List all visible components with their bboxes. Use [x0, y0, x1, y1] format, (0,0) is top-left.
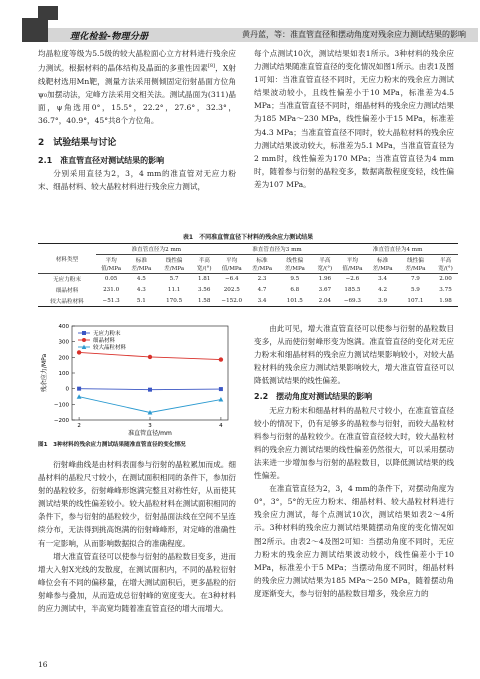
data-point [77, 387, 81, 391]
page-number: 16 [38, 660, 48, 669]
table-cell: −69.3 [337, 296, 367, 307]
residual-stress-chart [38, 322, 236, 437]
table-cell: 185.5 [344, 287, 361, 293]
table-subheader-cell: 平均值/MPa [217, 255, 247, 274]
y-tick-label: 300 [58, 339, 69, 346]
x-axis-label: 准直管直径/mm [128, 430, 172, 437]
citation: [8] [207, 63, 216, 70]
table-cell: 4.3 [136, 287, 146, 293]
table-cell: 3.4 [378, 276, 388, 283]
table-cell: 3.67 [318, 287, 332, 293]
table-caption: 表1 不同准直管直径下材料的残余应力测试结果 [182, 234, 314, 241]
intro-text-1: 均晶粒度等级为5.5级的较大晶粒面心立方材料进行残余应力测试。根据材料的晶体结构及晶面的多重性因素 [38, 49, 236, 73]
section-2-2-paragraph-2: 在准直管直径为2，3，4 mm的条件下，对摆动角度为0°，3°，5°的无应力粉末、细晶材料、较大晶粒材料进行残余应力测试，每个点测试10次，测试结果如表2～4所示。3种材料的残余应力测试结果随摆动角度的变化情况如图2所示。由表2～4及图2可知：当摆动角度不同时，无应力粉末的残余应力测试结果波动较小，线性偏差小于10 MPa，标准差小于5 MPa；当摆动角度不同时，细晶材料的残余应力测试结果为185 MPa～250 MPa，随着摆动角度逐渐变大，参与衍射的晶粒数目增多，残余应力的 [254, 484, 454, 598]
table-row [38, 285, 458, 296]
table-subheader-cell: 平均值/MPa [337, 255, 367, 274]
right-column-top [254, 47, 454, 191]
data-point [77, 394, 82, 399]
results-table [38, 243, 458, 307]
section-2-1-paragraph: 分别采用直径为2，3，4 mm的准直管对无应力粉末、细晶材料、较大晶粒材料进行残余应力测试， [38, 169, 236, 192]
table-cell: 6.8 [290, 287, 300, 293]
discussion-paragraph-2: 增大准直管直径可以使参与衍射的晶粒数目变多，进而增大入射X光线的发散度，在测试面积内，不同的晶粒衍射峰位会有不同的偏移量，在增大测试面积后，更多晶粒的衍射峰参与叠加，从而造成总衍射峰的宽度变大。在3种材料的应力测试中，半高宽均随着准直管直径的增大而增大。 [38, 551, 236, 614]
left-column-top [38, 47, 236, 193]
table-body [38, 274, 458, 307]
table-cell: 7.9 [410, 276, 420, 283]
legend-label: 细晶材料 [93, 338, 116, 344]
legend-label: 无应力粉末 [93, 331, 121, 337]
journal-logo-icon [22, 18, 48, 42]
table-subheader-cell: 标准差/MPa [126, 255, 156, 274]
conclusion-paragraph: 由此可见，增大准直管直径可以使参与衍射的晶粒数目变多，从而使衍射峰形变为饱满。准直管直径的变化对无应力粉末和细晶材料的残余应力测试结果影响较小，对较大晶粒材料的残余应力测试结果影响较大，增大准直管直径可以降低测试结果的线性偏差。 [254, 324, 454, 386]
table-cell: 4.2 [378, 287, 388, 293]
results-paragraph: 每个点测试10次，测试结果如表1所示。3种材料的残余应力测试结果随准直管直径的变化情况如图1所示。由表1及图1可知：当准直管直径不同时，无应力粉末的残余应力测试结果波动较小，且线性偏差小于10 MPa，标准差为4.5 MPa；当准直管直径不同时，细晶材料的残余应力测试结果为185 MPa～230 MPa，线性偏差小于15 MPa，标准差为4.3 MPa；当准直管直径不同时，较大晶粒材料的残余应力测试结果波动较大，标准差为5.1 MPa，当准直管直径为2 mm时，线性偏差为170 MPa；当准直管直径为4 mm时，随着参与衍射的晶粒变多，数据离散程度变轻，线性偏差为107 MPa。 [254, 49, 454, 189]
table-cell: 2.00 [439, 276, 452, 283]
table-subheader-cell: 线性偏差/MPa [398, 255, 433, 274]
table-cell: 3.4 [247, 296, 277, 307]
table-cell: 11.1 [167, 287, 181, 293]
table-cell: 5.9 [410, 287, 420, 293]
x-tick-label: 3 [148, 423, 152, 429]
table-subheader-cell: 线性偏差/MPa [277, 255, 312, 274]
table-cell: 3.75 [439, 287, 452, 293]
journal-name: 理化检验-物理分册 [70, 32, 149, 42]
table-cell: 3.9 [368, 296, 398, 307]
table-subheader-row [38, 255, 458, 274]
table-cell: 4.7 [257, 287, 267, 293]
section-heading-2-2: 2.2 摆动角度对测试结果的影响 [254, 392, 373, 402]
table-cell: 5.7 [169, 276, 179, 283]
table-group-2mm: 准直管直径为2 mm [96, 244, 217, 255]
y-axis-label: 残余应力/MPa [41, 353, 48, 393]
table-cell: 2.04 [312, 296, 337, 307]
x-tick-label: 4 [219, 423, 223, 429]
y-tick-label: 100 [58, 371, 69, 377]
intro-text-2: ，X射线靶材选用Mn靶，测量方法采用侧倾固定衍射晶面方位角ψ₀加摆动法，定峰方法采用交相关法。测试晶面为(311)晶面，ψ角选用0°，15.5°，22.2°，27.6°，32.3°，36.7°，40.9°，45°共8个方位角。 [38, 63, 236, 125]
table-subheader-cell: 半高宽/(°) [433, 255, 458, 274]
y-tick-label: 0 [65, 386, 69, 393]
data-point [219, 357, 223, 361]
table-col-material: 材料类型 [38, 244, 96, 274]
table-row-label: 无应力粉末 [53, 277, 81, 284]
table-cell: 1.96 [318, 276, 332, 283]
table-subheader-cell: 半高宽/(°) [192, 255, 217, 274]
legend-marker [82, 338, 86, 342]
data-point [148, 388, 152, 392]
table-row-label: 较大晶粒材料 [38, 296, 96, 307]
table-cell: −152.0 [217, 296, 247, 307]
table-group-4mm: 准直管直径为4 mm [337, 244, 458, 255]
table-cell: 2.3 [257, 276, 267, 283]
figure-caption: 图1 3种材料的残余应力测试结果随准直管直径的变化情况 [38, 442, 186, 448]
table-cell: 231.0 [103, 287, 120, 293]
table-cell: −6.4 [224, 276, 239, 283]
y-tick-label: −100 [53, 402, 69, 409]
table-cell: 1.81 [197, 276, 211, 283]
table-cell: 101.5 [277, 296, 312, 307]
table-cell: 4.5 [136, 276, 146, 283]
section-heading-2: 2 试验结果与讨论 [38, 138, 117, 149]
table-row [38, 296, 458, 307]
table-cell: −51.3 [96, 296, 126, 307]
table-cell: 1.98 [433, 296, 458, 307]
table-cell: 107.1 [398, 296, 433, 307]
table-row-label: 细晶材料 [55, 288, 79, 294]
table-cell: 1.58 [192, 296, 217, 307]
section-heading-2-1: 2.1 准直管直径对测试结果的影响 [38, 156, 165, 166]
data-point [148, 355, 152, 359]
x-tick-label: 2 [77, 423, 81, 429]
table-cell: 0.05 [104, 276, 118, 283]
running-title: 黄丹蓝，等：准直管直径和摆动角度对残余应力测试结果的影响 [242, 30, 466, 39]
table-cell: −2.6 [345, 276, 360, 283]
table-subheader-cell: 标准差/MPa [368, 255, 398, 274]
table-cell: 170.5 [156, 296, 191, 307]
data-point [219, 397, 224, 402]
table-cell: 9.5 [290, 276, 300, 283]
section-2-2-paragraph-1: 无应力粉末和细晶材料的晶粒尺寸较小，在准直管直径较小的情况下，仍有足够多的晶粒参与衍射，而较大晶粒材料参与衍射的晶粒较少。在准直管直径较大时，较大晶粒材料的残余应力测试结果的线性偏差仍然很大，可以采用摆动法来进一步增加参与衍射的晶粒数目，以降低测试结果的线性偏差。 [254, 405, 454, 481]
table-row [38, 274, 458, 285]
left-column-bottom [38, 458, 236, 615]
table-subheader-cell: 标准差/MPa [247, 255, 277, 274]
data-point [77, 350, 81, 354]
discussion-paragraph-1: 衍射峰曲线是由材料表面参与衍射的晶粒累加而成。细晶材料的晶粒尺寸较小，在测试面积相同的条件下，参加衍射的晶粒较多，衍射峰峰形饱满完整且对称性好，从而使其测试结果的线性偏差较小。较大晶粒材料在测试面积相同的条件下，参与衍射的晶粒较少，衍射晶面法线在空间不呈连续分布，无法得到挑高饱满的衍射峰峰形，对定峰的准确性有一定影响，从而影响数据拟合的准确程度。 [38, 460, 236, 548]
table-group-3mm: 准直管直径为3 mm [217, 244, 338, 255]
table-subheader-cell: 平均值/MPa [96, 255, 126, 274]
intro-paragraph [38, 47, 236, 127]
legend-marker [82, 331, 86, 335]
y-tick-label: 400 [58, 324, 69, 330]
y-tick-label: 200 [58, 355, 69, 362]
table-cell: 5.1 [126, 296, 156, 307]
legend-label: 较大晶粒材料 [93, 345, 127, 351]
table-subheader-cell: 线性偏差/MPa [156, 255, 191, 274]
page-header [0, 0, 480, 40]
journal-logo-accent-icon [38, 6, 58, 20]
table-cell: 3.56 [197, 287, 211, 293]
right-column-bottom [254, 322, 454, 600]
table-subheader-cell: 半高宽/(°) [312, 255, 337, 274]
table-cell: 202.5 [223, 287, 240, 293]
data-point [219, 387, 223, 391]
y-tick-label: −200 [53, 418, 69, 424]
